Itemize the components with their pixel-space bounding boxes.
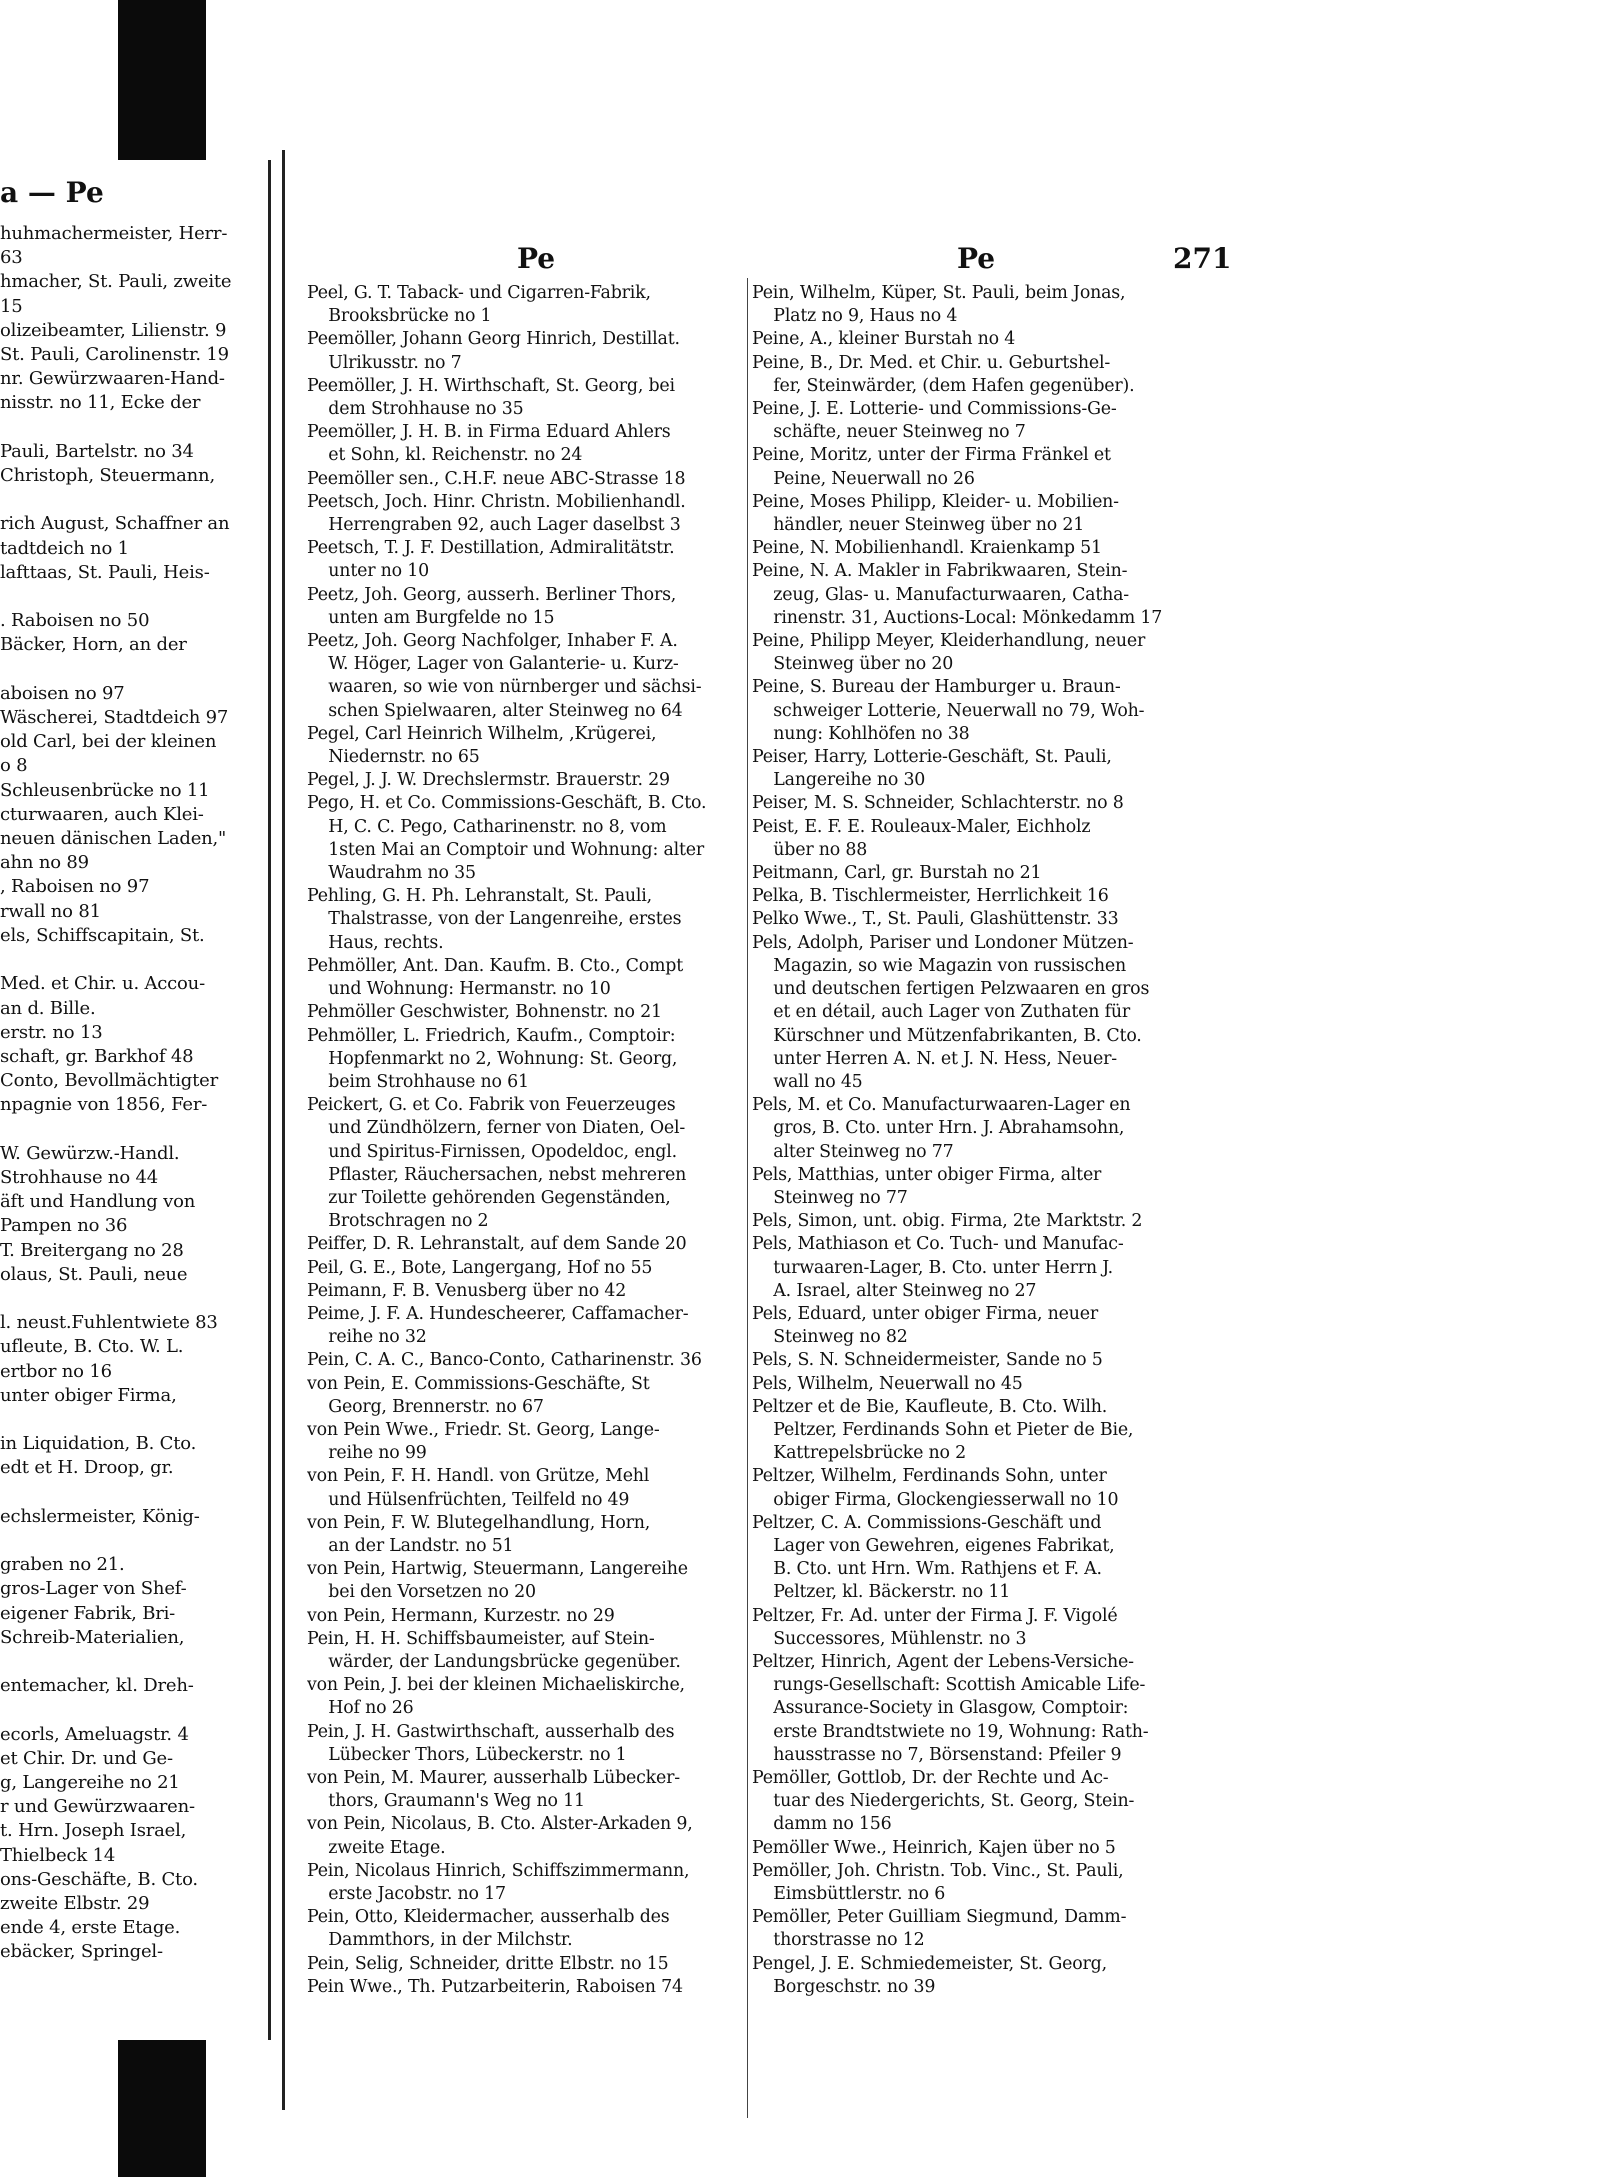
- entry-line: Pels, Simon, unt. obig. Firma, 2te Marktstr. 2: [752, 1211, 1143, 1232]
- entry-line: Peltzer, Hinrich, Agent der Lebens-Versiche-: [752, 1651, 1134, 1672]
- entry-line: Pein Wwe., Th. Putzarbeiterin, Raboisen 74: [307, 1976, 683, 1997]
- entry-line: händler, neuer Steinweg über no 21: [752, 515, 1085, 536]
- entry-line: reihe no 32: [307, 1327, 427, 1348]
- entry-line: Peine, B., Dr. Med. et Chir. u. Geburtshel-: [752, 352, 1111, 373]
- entry-line: unten am Burgfelde no 15: [307, 607, 555, 628]
- entry-line: ebäcker, Springel-: [0, 1941, 163, 1963]
- entry-line: wärder, der Landungsbrücke gegenüber.: [307, 1651, 681, 1672]
- entry-line: Lübecker Thors, Lübeckerstr. no 1: [307, 1744, 627, 1765]
- entry-line: Brotschragen no 2: [307, 1211, 489, 1232]
- entry-line: Schleusenbrücke no 11: [0, 779, 210, 801]
- entry-line: Peine, Moritz, unter der Firma Fränkel et: [752, 445, 1111, 466]
- entry-line: Platz no 9, Haus no 4: [752, 306, 958, 327]
- entry-line: Peemöller, J. H. Wirthschaft, St. Georg, bei: [307, 375, 675, 396]
- entry-line: Pein, H. H. Schiffsbaumeister, auf Stein-: [307, 1628, 655, 1649]
- entry-line: Pein, Otto, Kleidermacher, ausserhalb des: [307, 1907, 670, 1928]
- entry-line: els, Schiffscapitain, St.: [0, 924, 205, 946]
- entry-line: eigener Fabrik, Bri-: [0, 1602, 176, 1624]
- entry-line: Pemöller Wwe., Heinrich, Kajen über no 5: [752, 1837, 1116, 1858]
- left-page: [0, 160, 271, 2040]
- entry-line: äft und Handlung von: [0, 1191, 196, 1213]
- entry-line: t. Hrn. Joseph Israel,: [0, 1820, 187, 1842]
- entry-line: Pelko Wwe., T., St. Pauli, Glashüttenstr. 33: [752, 909, 1119, 930]
- entry-line: obiger Firma, Glockengiesserwall no 10: [752, 1489, 1119, 1510]
- entry-line: Pehmöller, L. Friedrich, Kaufm., Comptoir:: [307, 1025, 676, 1046]
- entry-line: g, Langereihe no 21: [0, 1772, 180, 1793]
- entry-line: 1sten Mai an Comptoir und Wohnung: alter: [307, 839, 705, 860]
- entry-line: [0, 1118, 262, 1142]
- entry-line: turwaaren-Lager, B. Cto. unter Herrn J.: [752, 1257, 1113, 1278]
- entry-line: Haus, rechts.: [307, 932, 444, 953]
- entry-line: Peemöller, J. H. B. in Firma Eduard Ahlers: [307, 422, 671, 443]
- entry-line: Pels, M. et Co. Manufacturwaaren-Lager en: [752, 1095, 1131, 1116]
- entry-line: thors, Graumann's Weg no 11: [307, 1791, 585, 1812]
- entry-line: et Chir. Dr. und Ge-: [0, 1747, 173, 1769]
- entry-line: gros-Lager von Shef-: [0, 1578, 187, 1600]
- entry-line: hmacher, St. Pauli, zweite: [0, 271, 232, 293]
- entry-line: [0, 1698, 262, 1722]
- entry-line: Peil, G. E., Bote, Langergang, Hof no 55: [307, 1257, 653, 1278]
- entry-line: Peitmann, Carl, gr. Burstah no 21: [752, 863, 1042, 884]
- entry-line: [0, 948, 262, 972]
- entry-line: rinenstr. 31, Auctions-Local: Mönkedamm 17: [752, 607, 1163, 628]
- entry-line: Niedernstr. no 65: [307, 747, 480, 768]
- entry-line: Pehmöller Geschwister, Bohnenstr. no 21: [307, 1002, 662, 1023]
- entry-line: Peime, J. F. A. Hundescheerer, Caffamacher-: [307, 1303, 689, 1324]
- entry-line: Peltzer, Fr. Ad. unter der Firma J. F. Vigolé: [752, 1605, 1118, 1626]
- entry-line: zweite Elbstr. 29: [0, 1893, 150, 1915]
- column-left: [307, 282, 759, 1999]
- entry-line: Kürschner und Mützenfabrikanten, B. Cto.: [752, 1025, 1142, 1046]
- entry-line: Assurance-Society in Glasgow, Comptoir:: [752, 1698, 1129, 1719]
- entry-line: Pehling, G. H. Ph. Lehranstalt, St. Pauli,: [307, 886, 652, 907]
- entry-line: Peltzer et de Bie, Kaufleute, B. Cto. Wilh.: [752, 1396, 1108, 1417]
- entry-line: Lager von Gewehren, eigenes Fabrikat,: [752, 1535, 1115, 1556]
- entry-line: A. Israel, alter Steinweg no 27: [752, 1280, 1037, 1301]
- entry-line: und Zündhölzern, ferner von Diaten, Oel-: [307, 1118, 686, 1139]
- entry-line: Steinweg über no 20: [752, 654, 954, 675]
- entry-line: alter Steinweg no 77: [752, 1141, 954, 1162]
- entry-line: unter obiger Firma,: [0, 1384, 177, 1406]
- entry-line: Pels, S. N. Schneidermeister, Sande no 5: [752, 1350, 1103, 1371]
- entry-line: lafttaas, St. Pauli, Heis-: [0, 561, 210, 583]
- entry-line: und Wohnung: Hermanstr. no 10: [307, 979, 611, 1000]
- entry-line: Peine, Philipp Meyer, Kleiderhandlung, neuer: [752, 631, 1146, 652]
- entry-line: Steinweg no 77: [752, 1187, 908, 1208]
- entry-line: Pels, Wilhelm, Neuerwall no 45: [752, 1373, 1023, 1394]
- entry-line: Peine, J. E. Lotterie- und Commissions-Ge-: [752, 399, 1117, 420]
- entry-line: dem Strohhause no 35: [307, 399, 524, 420]
- entry-line: Pehmöller, Ant. Dan. Kaufm. B. Cto., Compt: [307, 955, 684, 976]
- entry-line: Borgeschstr. no 39: [752, 1976, 936, 1997]
- entry-line: Bäcker, Horn, an der: [0, 634, 187, 656]
- entry-line: waaren, so wie von nürnberger und sächsi-: [307, 677, 702, 698]
- entry-line: cturwaaren, auch Klei-: [0, 803, 204, 825]
- entry-line: Christoph, Steuermann,: [0, 465, 215, 487]
- entry-line: und Hülsenfrüchten, Teilfeld no 49: [307, 1489, 630, 1510]
- entry-line: Conto, Bevollmächtigter: [0, 1070, 218, 1092]
- entry-line: olizeibeamter, Lilienstr. 9: [0, 319, 227, 341]
- entry-line: aboisen no 97: [0, 682, 125, 704]
- entry-line: Pemöller, Gottlob, Dr. der Rechte und Ac-: [752, 1768, 1109, 1788]
- entry-line: Thielbeck 14: [0, 1844, 116, 1866]
- entry-line: unter Herren A. N. et J. N. Hess, Neuer-: [752, 1048, 1117, 1069]
- entry-line: und Spiritus-Firnissen, Opodeldoc, engl.: [307, 1141, 677, 1162]
- entry-line: rich August, Schaffner an: [0, 513, 230, 535]
- entry-line: Eimsbüttlerstr. no 6: [752, 1884, 946, 1905]
- entry-line: wall no 45: [752, 1071, 863, 1092]
- entry-line: , Raboisen no 97: [0, 876, 150, 898]
- header-right: Pe: [957, 242, 996, 275]
- entry-line: von Pein, Hartwig, Steuermann, Langereihe: [307, 1559, 688, 1580]
- entry-line: Pein, Nicolaus Hinrich, Schiffszimmermann,: [307, 1860, 690, 1881]
- entry-line: Pflaster, Räuchersachen, nebst mehreren: [307, 1164, 687, 1185]
- entry-line: erstr. no 13: [0, 1021, 103, 1043]
- entry-line: neuen dänischen Laden,": [0, 828, 227, 850]
- entry-line: Peine, Moses Philipp, Kleider- u. Mobilien-: [752, 491, 1119, 512]
- entry-line: Peine, A., kleiner Burstah no 4: [752, 329, 1016, 350]
- entry-line: Wäscherei, Stadtdeich 97: [0, 707, 229, 729]
- entry-line: Pein, J. H. Gastwirthschaft, ausserhalb des: [307, 1721, 675, 1742]
- entry-line: entemacher, kl. Dreh-: [0, 1675, 194, 1697]
- entry-line: gros, B. Cto. unter Hrn. J. Abrahamsohn,: [752, 1118, 1125, 1139]
- entry-line: Langereihe no 30: [752, 770, 926, 791]
- entry-line: schäfte, neuer Steinweg no 7: [752, 422, 1026, 443]
- entry-line: über no 88: [752, 839, 868, 860]
- entry-line: schaft, gr. Barkhof 48: [0, 1045, 194, 1067]
- entry-line: [0, 1650, 262, 1674]
- entry-line: Magazin, so wie Magazin von russischen: [752, 955, 1126, 976]
- entry-line: von Pein, F. H. Handl. von Grütze, Mehl: [307, 1466, 650, 1487]
- entry-line: Pels, Eduard, unter obiger Firma, neuer: [752, 1303, 1098, 1324]
- entry-line: Steinweg no 82: [752, 1327, 908, 1348]
- entry-line: von Pein, Nicolaus, B. Cto. Alster-Arkaden 9,: [307, 1814, 693, 1835]
- entry-line: von Pein, E. Commissions-Geschäfte, St: [307, 1373, 650, 1394]
- entry-line: huhmachermeister, Herr-: [0, 223, 228, 244]
- entry-line: ende 4, erste Etage.: [0, 1917, 181, 1939]
- entry-line: et Sohn, kl. Reichenstr. no 24: [307, 445, 583, 466]
- entry-line: Peimann, F. B. Venusberg über no 42: [307, 1280, 627, 1301]
- entry-line: ufleute, B. Cto. W. L.: [0, 1336, 184, 1358]
- entry-line: in Liquidation, B. Cto.: [0, 1433, 197, 1455]
- entry-line: et en détail, auch Lager von Zuthaten für: [752, 1002, 1130, 1023]
- entry-line: ons-Geschäfte, B. Cto.: [0, 1868, 198, 1890]
- entry-line: Pego, H. et Co. Commissions-Geschäft, B. Cto.: [307, 793, 707, 814]
- entry-line: Dammthors, in der Milchstr.: [307, 1930, 573, 1951]
- column-right: [752, 282, 1204, 1999]
- entry-line: unter no 10: [307, 561, 429, 582]
- entry-line: schen Spielwaaren, alter Steinweg no 64: [307, 700, 683, 721]
- entry-line: [0, 1287, 262, 1311]
- directory-page: [282, 150, 1285, 2110]
- entry-line: Peetz, Joh. Georg Nachfolger, Inhaber F. A.: [307, 631, 678, 652]
- entry-line: T. Breitergang no 28: [0, 1239, 184, 1261]
- entry-line: Peetsch, Joch. Hinr. Christn. Mobilienhandl.: [307, 491, 686, 512]
- entry-line: npagnie von 1856, Fer-: [0, 1094, 208, 1116]
- entry-line: Pampen no 36: [0, 1215, 128, 1237]
- entry-line: St. Pauli, Carolinenstr. 19: [0, 344, 229, 366]
- entry-line: Peetsch, T. J. F. Destillation, Admiralitätstr.: [307, 538, 675, 559]
- entry-line: Pemöller, Peter Guilliam Siegmund, Damm-: [752, 1907, 1127, 1928]
- entry-line: hausstrasse no 7, Börsenstand: Pfeiler 9: [752, 1744, 1122, 1765]
- entry-line: von Pein, M. Maurer, ausserhalb Lübecker-: [307, 1768, 680, 1788]
- entry-line: 15: [0, 295, 23, 317]
- entry-line: [0, 416, 262, 440]
- entry-line: . Raboisen no 50: [0, 610, 150, 632]
- entry-line: erste Jacobstr. no 17: [307, 1884, 506, 1905]
- entry-line: ahn no 89: [0, 852, 89, 874]
- entry-line: Schreib-Materialien,: [0, 1626, 185, 1648]
- entry-line: beim Strohhause no 61: [307, 1071, 529, 1092]
- entry-line: echslermeister, König-: [0, 1505, 200, 1527]
- entry-line: Peist, E. F. E. Rouleaux-Maler, Eichholz: [752, 816, 1091, 837]
- entry-line: l. neust.Fuhlentwiete 83: [0, 1312, 218, 1334]
- entry-line: Peltzer, kl. Bäckerstr. no 11: [752, 1582, 1011, 1603]
- entry-line: Med. et Chir. u. Accou-: [0, 973, 205, 995]
- entry-line: Herrengraben 92, auch Lager daselbst 3: [307, 515, 681, 536]
- entry-line: rwall no 81: [0, 900, 101, 922]
- left-page-header: a — Pe: [0, 176, 104, 209]
- entry-line: Pengel, J. E. Schmiedemeister, St. Georg,: [752, 1953, 1107, 1974]
- entry-line: edt et H. Droop, gr.: [0, 1457, 174, 1479]
- entry-line: ecorls, Ameluagstr. 4: [0, 1723, 189, 1745]
- entry-line: olaus, St. Pauli, neue: [0, 1263, 188, 1285]
- entry-line: und deutschen fertigen Pelzwaaren en gros: [752, 979, 1150, 1000]
- entry-line: Peiffer, D. R. Lehranstalt, auf dem Sande 20: [307, 1234, 687, 1255]
- entry-line: W. Höger, Lager von Galanterie- u. Kurz-: [307, 654, 679, 675]
- entry-line: an d. Bille.: [0, 997, 96, 1019]
- entry-line: damm no 156: [752, 1814, 892, 1835]
- entry-line: tuar des Niedergerichts, St. Georg, Stein-: [752, 1791, 1135, 1812]
- entry-line: Pels, Mathiason et Co. Tuch- und Manufac-: [752, 1234, 1124, 1255]
- entry-line: Pels, Matthias, unter obiger Firma, alter: [752, 1164, 1102, 1185]
- entry-line: [0, 658, 262, 682]
- entry-line: rungs-Gesellschaft: Scottish Amicable Life-: [752, 1675, 1146, 1696]
- entry-line: [0, 488, 262, 512]
- entry-line: zur Toilette gehörenden Gegenständen,: [307, 1187, 671, 1208]
- entry-line: Pein, Wilhelm, Küper, St. Pauli, beim Jonas,: [752, 283, 1126, 303]
- entry-line: von Pein, F. W. Blutegelhandlung, Horn,: [307, 1512, 651, 1533]
- entry-line: o 8: [0, 755, 28, 777]
- entry-line: Pauli, Bartelstr. no 34: [0, 440, 194, 462]
- entry-line: Peemöller sen., C.H.F. neue ABC-Strasse 18: [307, 468, 686, 489]
- entry-line: Strohhause no 44: [0, 1166, 158, 1188]
- entry-line: ertbor no 16: [0, 1360, 112, 1382]
- entry-line: von Pein Wwe., Friedr. St. Georg, Lange-: [307, 1419, 660, 1440]
- entry-line: Pegel, J. J. W. Drechslermstr. Brauerstr. 29: [307, 770, 670, 791]
- entry-line: Peine, N. A. Makler in Fabrikwaaren, Stein-: [752, 561, 1128, 582]
- entry-line: H, C. C. Pego, Catharinenstr. no 8, vom: [307, 816, 667, 837]
- entry-line: W. Gewürzw.-Handl.: [0, 1142, 180, 1164]
- entry-line: Peickert, G. et Co. Fabrik von Feuerzeuges: [307, 1095, 676, 1116]
- entry-line: zweite Etage.: [307, 1837, 446, 1858]
- entry-line: Waudrahm no 35: [307, 863, 476, 884]
- entry-line: thorstrasse no 12: [752, 1930, 925, 1951]
- entry-line: Kattrepelsbrücke no 2: [752, 1443, 966, 1464]
- entry-line: Peetz, Joh. Georg, ausserh. Berliner Thors,: [307, 584, 677, 605]
- entry-line: Peltzer, Wilhelm, Ferdinands Sohn, unter: [752, 1466, 1107, 1487]
- entry-line: [0, 1529, 262, 1553]
- entry-line: [0, 1408, 262, 1432]
- entry-line: Peemöller, Johann Georg Hinrich, Destillat.: [307, 329, 680, 350]
- entry-line: Pelka, B. Tischlermeister, Herrlichkeit 16: [752, 886, 1109, 907]
- entry-line: Peel, G. T. Taback- und Cigarren-Fabrik,: [307, 283, 651, 303]
- entry-line: Peiser, M. S. Schneider, Schlachterstr. no 8: [752, 793, 1124, 814]
- entry-line: Pemöller, Joh. Christn. Tob. Vinc., St. Pauli,: [752, 1860, 1124, 1881]
- entry-line: Peine, S. Bureau der Hamburger u. Braun-: [752, 677, 1121, 698]
- entry-line: graben no 21.: [0, 1554, 125, 1576]
- entry-line: nisstr. no 11, Ecke der: [0, 392, 201, 414]
- entry-line: Pels, Adolph, Pariser und Londoner Mützen-: [752, 932, 1134, 953]
- entry-line: Peltzer, Ferdinands Sohn et Pieter de Bie,: [752, 1419, 1134, 1440]
- entry-line: Peltzer, C. A. Commissions-Geschäft und: [752, 1512, 1102, 1533]
- entry-line: reihe no 99: [307, 1443, 427, 1464]
- entry-line: Hof no 26: [307, 1698, 414, 1719]
- entry-line: nr. Gewürzwaaren-Hand-: [0, 368, 225, 390]
- entry-line: Successores, Mühlenstr. no 3: [752, 1628, 1027, 1649]
- entry-line: Peiser, Harry, Lotterie-Geschäft, St. Pauli,: [752, 747, 1112, 768]
- entry-line: Thalstrasse, von der Langenreihe, erstes: [307, 909, 682, 930]
- entry-line: Hopfenmarkt no 2, Wohnung: St. Georg,: [307, 1048, 678, 1069]
- entry-line: Brooksbrücke no 1: [307, 306, 492, 327]
- entry-line: an der Landstr. no 51: [307, 1535, 514, 1556]
- entry-line: Pegel, Carl Heinrich Wilhelm, ,Krügerei,: [307, 723, 657, 744]
- entry-line: 63: [0, 247, 23, 269]
- entry-line: Pein, C. A. C., Banco-Conto, Catharinenstr. 36: [307, 1350, 702, 1371]
- entry-line: B. Cto. unt Hrn. Wm. Rathjens et F. A.: [752, 1559, 1102, 1580]
- entry-line: zeug, Glas- u. Manufacturwaaren, Catha-: [752, 584, 1129, 605]
- entry-line: bei den Vorsetzen no 20: [307, 1582, 536, 1603]
- entry-line: Peine, Neuerwall no 26: [752, 468, 975, 489]
- entry-line: old Carl, bei der kleinen: [0, 731, 217, 753]
- entry-line: von Pein, J. bei der kleinen Michaeliskirche,: [307, 1675, 685, 1696]
- left-page-lines: [0, 222, 262, 1965]
- entry-line: Peine, N. Mobilienhandl. Kraienkamp 51: [752, 538, 1102, 559]
- entry-line: [0, 585, 262, 609]
- entry-line: Pein, Selig, Schneider, dritte Elbstr. no 15: [307, 1953, 669, 1974]
- page-number: 271: [1173, 242, 1232, 275]
- header-left: Pe: [517, 242, 556, 275]
- entry-line: [0, 1481, 262, 1505]
- entry-line: erste Brandtstwiete no 19, Wohnung: Rath-: [752, 1721, 1149, 1742]
- entry-line: tadtdeich no 1: [0, 537, 129, 559]
- entry-line: fer, Steinwärder, (dem Hafen gegenüber).: [752, 375, 1135, 396]
- entry-line: schweiger Lotterie, Neuerwall no 79, Woh-: [752, 700, 1145, 721]
- entry-line: von Pein, Hermann, Kurzestr. no 29: [307, 1605, 615, 1626]
- entry-line: Georg, Brennerstr. no 67: [307, 1396, 544, 1417]
- entry-line: Ulrikusstr. no 7: [307, 352, 462, 373]
- entry-line: nung: Kohlhöfen no 38: [752, 723, 970, 744]
- entry-line: r und Gewürzwaaren-: [0, 1796, 195, 1818]
